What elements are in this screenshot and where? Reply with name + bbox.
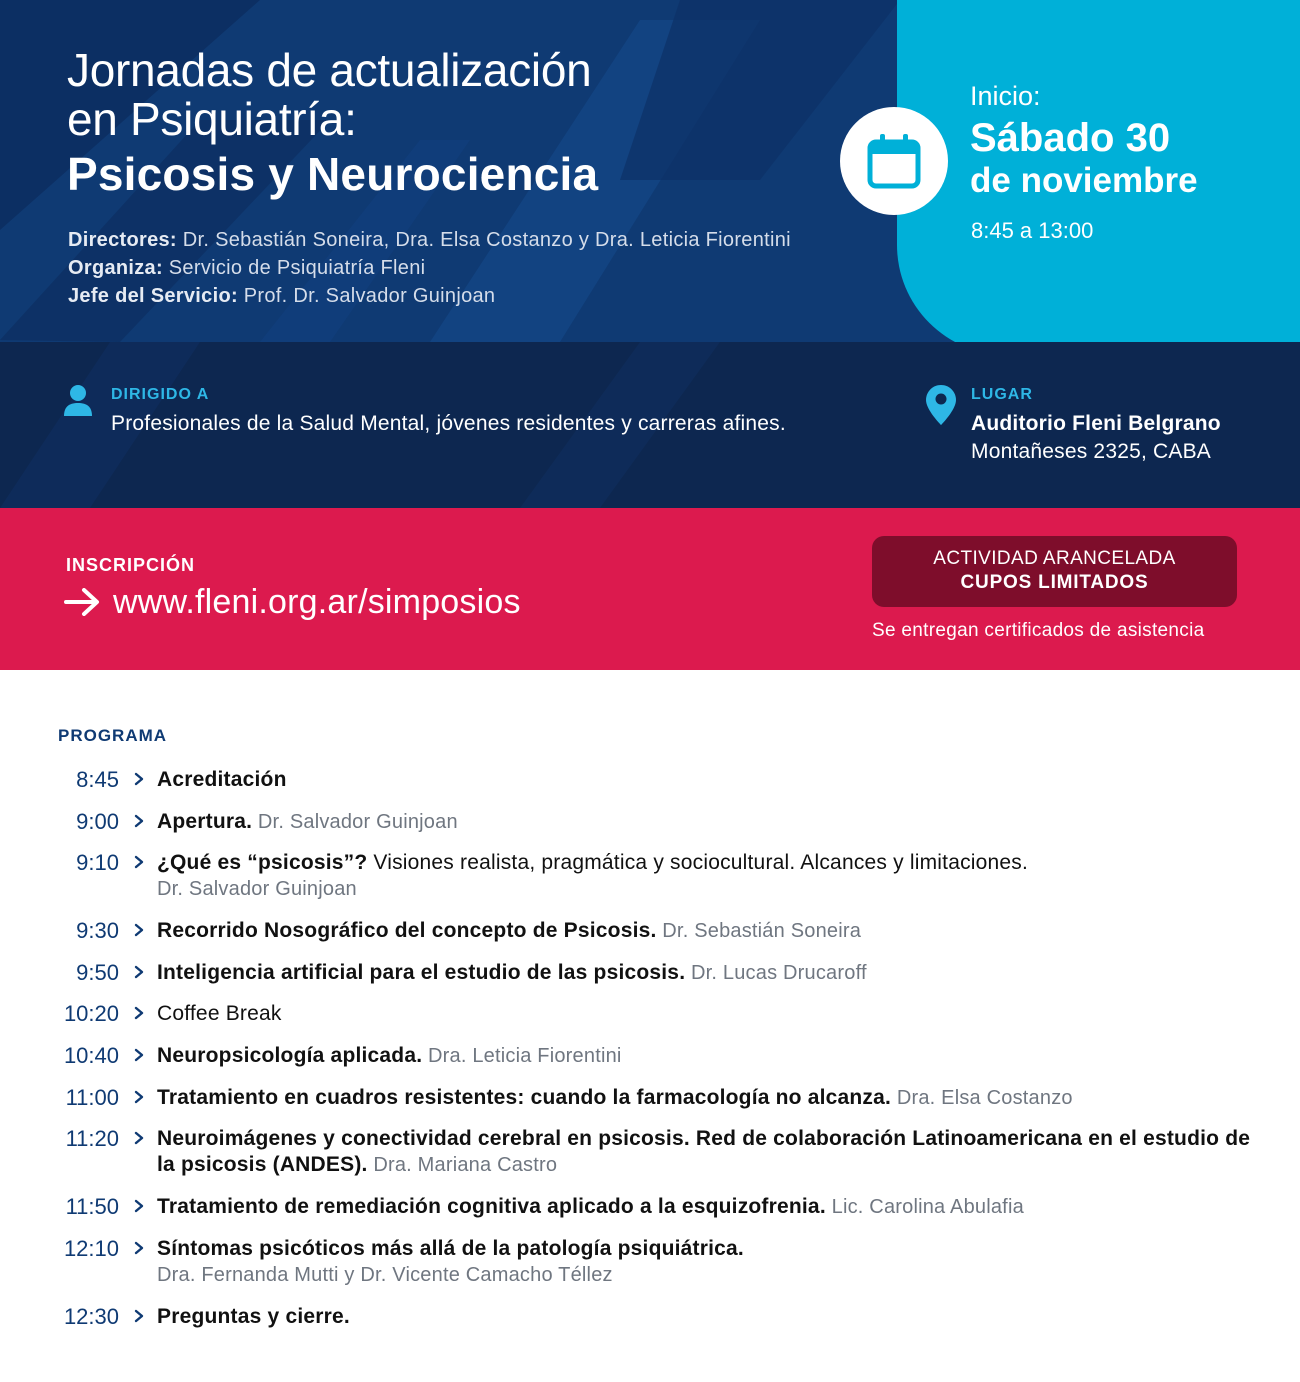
credits-block <box>68 226 791 310</box>
program-item-time: 9:50 <box>76 960 119 985</box>
chevron-right-icon <box>133 1197 145 1215</box>
program-item-text <box>157 918 1257 944</box>
chevron-right-icon <box>133 1004 145 1022</box>
chevron-right-icon <box>133 812 145 830</box>
program-item-text <box>157 1236 1257 1288</box>
program-item-title-rest: Visiones realista, pragmática y sociocultural. Alcances y limitaciones. <box>367 851 1029 874</box>
location-pin-icon <box>926 385 956 425</box>
program-item-speaker: Dr. Salvador Guinjoan <box>252 811 458 833</box>
title-line-1: Jornadas de actualización <box>67 44 592 96</box>
program-item-time: 11:50 <box>65 1194 119 1219</box>
program-item-title: Acreditación <box>157 768 287 791</box>
program-item-title: ¿Qué es “psicosis”? <box>157 851 368 874</box>
registration-label: INSCRIPCIÓN <box>66 555 196 575</box>
calendar-icon <box>866 132 922 190</box>
date-day: Sábado 30 <box>970 116 1171 160</box>
program-title: PROGRAMA <box>58 726 168 745</box>
place-label: LUGAR <box>971 386 1033 403</box>
info-band <box>0 342 1300 508</box>
fee-badge-line2: CUPOS LIMITADOS <box>960 572 1149 593</box>
chevron-right-icon <box>133 770 145 788</box>
program-item-speaker: Dr. Lucas Drucaroff <box>685 962 867 984</box>
program-item-text <box>157 1194 1257 1220</box>
program-item-speaker: Dra. Fernanda Mutti y Dr. Vicente Camacho Téllez <box>157 1264 613 1286</box>
program-item-text <box>157 1085 1257 1111</box>
program-item-speaker: Dra. Elsa Costanzo <box>891 1087 1073 1109</box>
program-item-text <box>157 960 1257 986</box>
chevron-right-icon <box>133 921 145 939</box>
program-item-title: Neuropsicología aplicada. <box>157 1044 423 1067</box>
program-item-text <box>157 1043 1257 1069</box>
program-item-title: Tratamiento en cuadros resistentes: cuando la farmacología no alcanza. <box>157 1086 892 1109</box>
title-bold: Psicosis y Neurociencia <box>67 148 599 200</box>
program-item-time: 11:00 <box>65 1085 119 1110</box>
program-item-speaker: Dr. Salvador Guinjoan <box>157 878 357 900</box>
chevron-right-icon <box>133 1239 145 1257</box>
place-name: Auditorio Fleni Belgrano <box>971 412 1221 435</box>
registration-band <box>0 508 1300 670</box>
chevron-right-icon <box>133 1088 145 1106</box>
registration-link[interactable]: www.fleni.org.ar/simposios <box>113 583 521 621</box>
program-item-time: 9:30 <box>76 918 119 943</box>
person-icon <box>62 384 94 416</box>
credit-directors: Directores: Dr. Sebastián Soneira, Dra. Elsa Costanzo y Dra. Leticia Fiorentini <box>68 229 791 251</box>
audience-label: DIRIGIDO A <box>111 386 210 403</box>
place-address: Montañeses 2325, CABA <box>971 440 1212 463</box>
program-item-text <box>157 809 1257 835</box>
program-item-speaker: Dr. Sebastián Soneira <box>656 920 862 942</box>
chevron-right-icon <box>133 1129 145 1147</box>
arrow-right-icon <box>64 588 100 616</box>
program-item-time: 8:45 <box>76 767 119 792</box>
date-start-label: Inicio: <box>970 81 1041 111</box>
calendar-badge <box>840 107 948 215</box>
fee-badge <box>872 536 1237 607</box>
program-item-title: Síntomas psicóticos más allá de la patología psiquiátrica. <box>157 1237 744 1260</box>
program-item-time: 12:10 <box>63 1236 119 1261</box>
audience-text: Profesionales de la Salud Mental, jóvenes residentes y carreras afines. <box>111 412 786 435</box>
event-title <box>67 46 598 204</box>
program-item-text <box>157 850 1257 902</box>
chevron-right-icon <box>133 1307 145 1325</box>
fee-badge-line1: ACTIVIDAD ARANCELADA <box>933 548 1176 569</box>
program-item-title: Preguntas y cierre. <box>157 1305 350 1328</box>
date-month: de noviembre <box>970 161 1198 200</box>
program-item-title-rest: Coffee Break <box>157 1002 282 1025</box>
date-hours: 8:45 a 13:00 <box>971 218 1094 243</box>
credit-chief: Jefe del Servicio: Prof. Dr. Salvador Guinjoan <box>68 285 496 307</box>
program-item-time: 9:00 <box>76 809 119 834</box>
program-item-time: 9:10 <box>76 850 119 875</box>
program-item-title: Recorrido Nosográfico del concepto de Psicosis. <box>157 919 657 942</box>
chevron-right-icon <box>133 853 145 871</box>
program-item-title: Tratamiento de remediación cognitiva aplicado a la esquizofrenia. <box>157 1195 826 1218</box>
program-item-title: Neuroimágenes y conectividad cerebral en psicosis. Red de colaboración Latinoamericana en el estudio de la psicosis (ANDES). <box>157 1127 1251 1176</box>
program-item-text <box>157 1001 1257 1027</box>
program-item-speaker: Dra. Leticia Fiorentini <box>422 1045 622 1067</box>
title-line-2: en Psiquiatría: <box>67 93 357 145</box>
program-item-time: 11:20 <box>65 1126 119 1151</box>
program-item-speaker: Dra. Mariana Castro <box>367 1154 558 1176</box>
program-item-text <box>157 1304 1257 1330</box>
chevron-right-icon <box>133 963 145 981</box>
program-item-time: 10:20 <box>63 1001 119 1026</box>
program-item-time: 10:40 <box>63 1043 119 1068</box>
program-item-speaker: Lic. Carolina Abulafia <box>825 1196 1024 1218</box>
program-item-title: Apertura. <box>157 810 253 833</box>
program-item-text <box>157 1126 1257 1178</box>
chevron-right-icon <box>133 1046 145 1064</box>
program-item-text <box>157 767 1257 793</box>
program-item-title: Inteligencia artificial para el estudio de las psicosis. <box>157 961 686 984</box>
program-item-time: 12:30 <box>63 1304 119 1329</box>
certificate-note: Se entregan certificados de asistencia <box>872 620 1205 641</box>
credit-organizer: Organiza: Servicio de Psiquiatría Fleni <box>68 257 426 279</box>
